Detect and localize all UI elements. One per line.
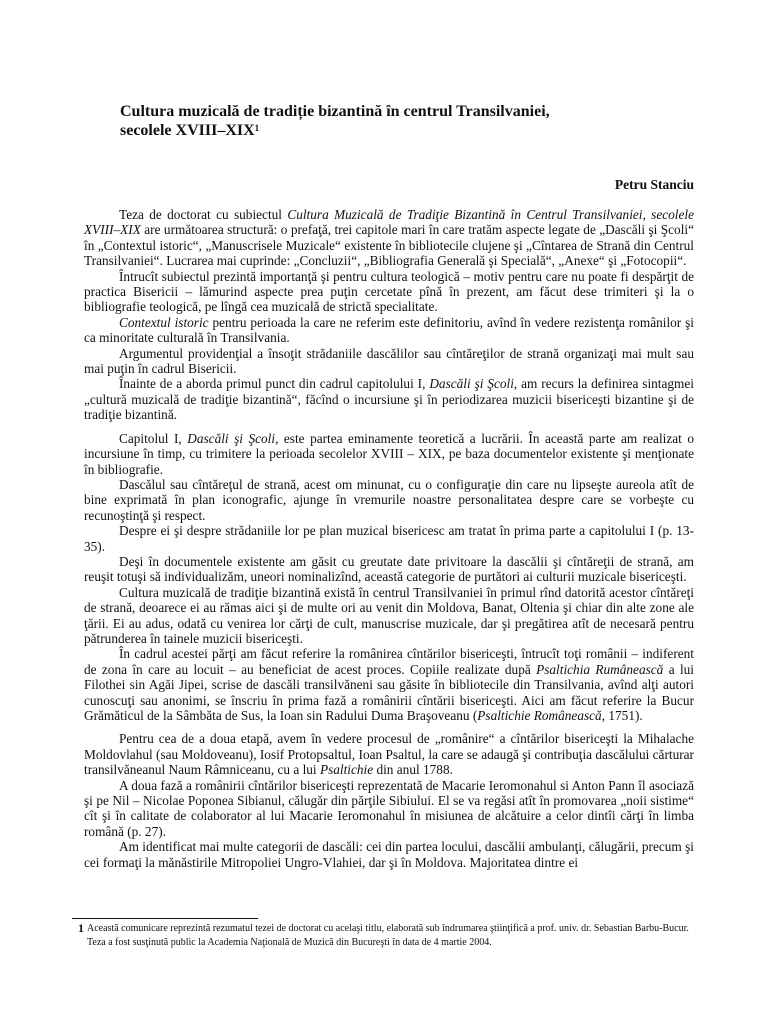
paragraph-6-italic: Dascăli şi Şcoli bbox=[187, 430, 276, 446]
paragraph-11 bbox=[84, 646, 694, 723]
paragraph-3-italic: Contextul istoric bbox=[119, 314, 209, 330]
paragraph-5 bbox=[84, 376, 694, 422]
paragraph-10: Cultura muzicală de tradiţie bizantină există în centrul Transilvaniei în primul rînd datorită acestor cîntăreţi de strană, deoarece ei au rămas aici şi de multe ori au venit din Moldova, Banat, Oltenia şi chiar din alte zone ale ţării. Ei au adus, odată cu venirea lor cărţi de cult, manuscrise muzicale, dar şi pregătirea atît de necesară pentru pătrunderea în tainele muzicii bisericeşti. bbox=[84, 584, 694, 646]
paragraph-6 bbox=[84, 431, 694, 477]
paragraph-12-italic: Psaltichie bbox=[319, 762, 374, 778]
author-name: Petru Stanciu bbox=[614, 177, 694, 192]
paragraph-5-text-a: Înainte de a aborda primul punct din cadrul capitolului I, bbox=[119, 376, 430, 392]
paragraph-2: Întrucît subiectul prezintă importanţă şi pentru cultura teologică – motiv pentru care nu poate fi despărţit de practica Bisericii – lămurind aspecte prea puţin cercetate pînă în prezent, am făcut dese trimiteri şi la o bibliografie teologică, pe lîngă cea muzicală de strictă specialitate. bbox=[84, 268, 694, 315]
footnote-mark: 1 bbox=[78, 921, 84, 935]
paragraph-12 bbox=[84, 731, 694, 777]
paragraph-4: Argumentul providenţial a însoţit strădaniile dascălilor sau cîntăreţilor de strană organizaţi mai mult sau mai puţin în cadrul Bisericii. bbox=[84, 345, 694, 377]
title-line-1: Cultura muzicală de tradiție bizantină în centrul Transilvaniei, bbox=[120, 103, 550, 120]
document-title bbox=[120, 102, 680, 140]
paragraph-6-text-a: Capitolul I, bbox=[119, 430, 188, 446]
paragraph-1-text-c: are următoarea structură: o prefaţă, trei capitole mari în care tratăm aspecte legate de „Dascăli şi Şcoli“ în „Contextul istoric“, „Manuscrisele Muzicale“ existente în bibliotecile clujene şi „Cîntarea de Strană din Centrul Transilvaniei“. Lucrarea mai cuprinde: „Concluzii“, „Bibliografia Generală şi Specială“, „Anexe“ şi „Fotocopii“. bbox=[84, 222, 694, 269]
paragraph-11-text-c: a lui Filothei sin Agăi Jipei, scrise de dascăli transilvăneni sau găsite în bibliotecile din Transilvania, avînd alţi autori cunoscuţi sau anonimi, se înscriu în prima fază a românirii cîntării bisericeşti. Aici am făcut referire la Bucur Grămăticul de la Sâmbăta de Sus, la Ioan sin Radului Duma Braşoveanu ( bbox=[84, 661, 694, 723]
paragraph-1 bbox=[84, 207, 694, 269]
paragraph-14: Am identificat mai multe categorii de dascăli: cei din partea locului, dascălii ambulanţi, călugării, precum şi cei formaţi la mănăstirile Mitropoliei Ungro-Vlahiei, dar şi în Moldova. Majoritatea dintre ei bbox=[84, 839, 694, 870]
paragraph-12-text-c: din anul 1788. bbox=[373, 762, 453, 778]
paragraph-6-text-c: , este partea eminamente teoretică a lucrării. În această parte am realizat o incursiune în timp, cu trimitere la perioada secolelor XVIII – XIX, pe baza documentelor existente şi menţionate în bibliografie. bbox=[84, 430, 694, 477]
document-body bbox=[84, 207, 694, 870]
paragraph-13: A doua fază a românirii cîntărilor bisericeşti reprezentată de Macarie Ieromonahul si Anton Pann îl asociază şi pe Nil – Nicolae Poponea Sibianul, călugăr din părţile Sibiului. El se va regăsi atît în promovarea „noii sistime“ cît şi în calitate de colaborator al lui Macarie Ieromonahul în misiunea de alcătuire a celor dintîi cărţi în limba română (p. 27). bbox=[84, 777, 694, 839]
footnote-text: Această comunicare reprezintă rezumatul tezei de doctorat cu acelaşi titlu, elaborată sub îndrumarea ştiinţifică a prof. univ. dr. Sebastian Barbu-Bucur. Teza a fost susţinută public la Academia Naţională de Muzică din Bucureşti în data de 4 martie 2004. bbox=[87, 923, 689, 948]
title-line-2: secolele XVIII–XIX bbox=[120, 122, 255, 139]
paragraph-3-text-b: pentru perioada la care ne referim este definitoriu, avînd în vedere rezistenţa românilor şi ca minoritate culturală în Transilvania. bbox=[84, 314, 694, 346]
paragraph-11-italic-d: Psaltichie Românească bbox=[477, 708, 602, 723]
paragraph-11-italic-b: Psaltichia Rumânească bbox=[536, 661, 664, 677]
paragraph-1-text-a: Teza de doctorat cu subiectul bbox=[119, 207, 288, 222]
title-footnote-mark: 1 bbox=[254, 123, 260, 133]
paragraph-3 bbox=[84, 315, 694, 346]
paragraph-12-text-a: Pentru cea de a doua etapă, avem în vedere procesul de „românire“ a cîntărilor bisericeşti la Mihalache Moldovlahul (sau Moldoveanu), Iosif Protopsaltul, Ioan Psaltul, la care se adaugă şi contribuţia dascălului cărturar transilvăneanul Naum Râmniceanu, cu a lui bbox=[84, 731, 694, 778]
paragraph-11-text-e: , 1751). bbox=[601, 708, 643, 723]
paragraph-11-text-a: În cadrul acestei părţi am făcut referire la românirea cîntărilor bisericeşti, întrucît toţi românii – indiferent de zona în care au locuit – au beneficiat de acest proces. Copiile realizate după bbox=[84, 646, 694, 677]
paragraph-8: Despre ei şi despre strădaniile lor pe plan muzical bisericesc am tratat în prima parte a capitolului I (p. 13-35). bbox=[84, 523, 694, 554]
footnote bbox=[72, 922, 696, 950]
paragraph-1-italic: Cultura Muzicală de Tradiţie Bizantină în Centrul Transilvaniei, secolele XVIII–XIX bbox=[84, 207, 694, 238]
footnote-divider bbox=[72, 918, 258, 919]
paragraph-5-italic: Dascăli şi Şcoli bbox=[429, 376, 514, 392]
paragraph-7: Dascălul sau cîntăreţul de strană, acest om minunat, cu o configuraţie din care nu lipseşte aureola atît de bine exprimată în plan iconografic, ajunge în vremurile noastre personalitatea despre care se vorbeşte cu recunoştinţă şi respect. bbox=[84, 476, 694, 523]
paragraph-5-text-c: , am recurs la definirea sintagmei „cultură muzicală de tradiţie bizantină“, făcînd o incursiune şi în periodizarea muzicii bisericeşti bizantine şi de tradiţie bizantină. bbox=[84, 376, 694, 423]
paragraph-9: Deşi în documentele existente am găsit cu greutate date privitoare la dascălii şi cîntăreţii de strană, am reuşit totuşi să individualizăm, uneori nominalizînd, această categorie de purtători ai culturii muzicale bisericeşti. bbox=[84, 553, 694, 585]
